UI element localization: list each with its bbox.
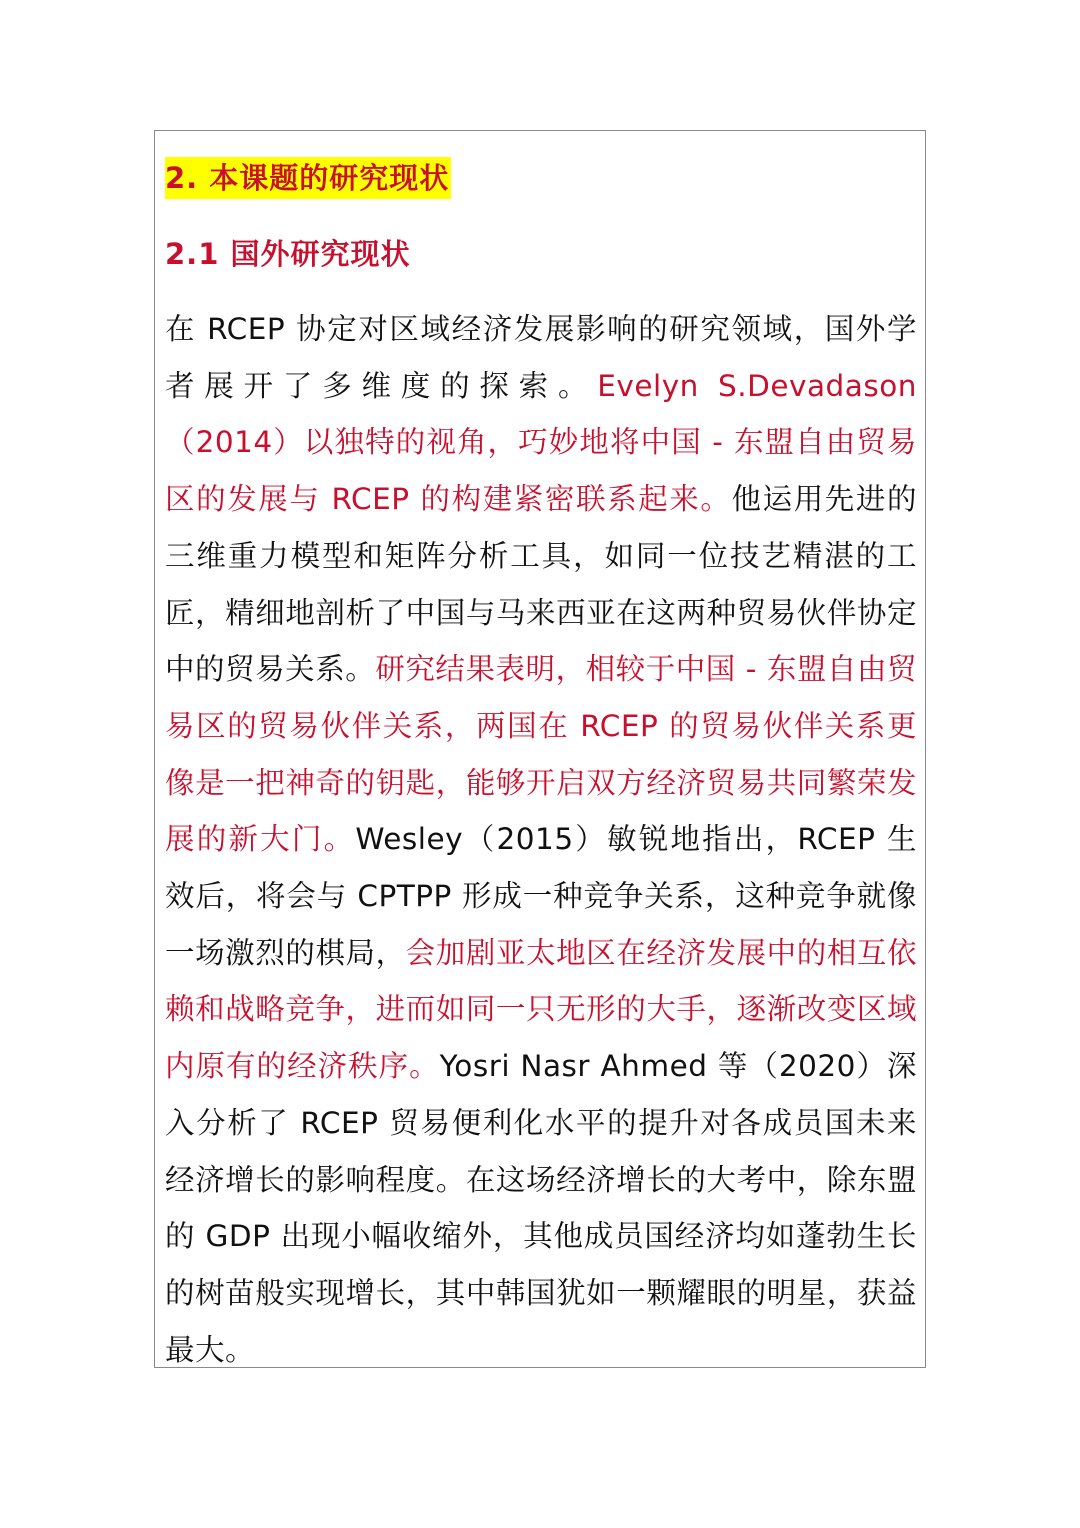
text-segment: 他运用先进的三维重力模型和矩阵分析工具，如同一位技艺精湛的工匠，精细地剖析了中国与马来西亚在这两种贸易伙伴协定中的贸易关系。 [165, 482, 917, 687]
text-segment: Wesley（2015）敏锐地指出，RCEP 生效后，将会与 CPTPP 形成一种竞争关系，这种竞争就像一场激烈的棋局， [165, 822, 917, 970]
highlighted-text-segment: 会加剧亚太地区在经济发展中的相互依赖和战略竞争，进而如同一只无形的大手，逐渐改变区域内原有的经济秩序。 [165, 935, 917, 1084]
highlighted-text-segment: Evelyn S.Devadason （2014）以独特的视角，巧妙地将中国 - 东盟自由贸易区的发展与 RCEP 的构建紧密联系起来。 [165, 368, 917, 517]
subsection-title: 2.1 国外研究现状 [165, 237, 411, 271]
text-segment: 在 RCEP 协定对区域经济发展影响的研究领域，国外学者展开了多维度的探索。 [165, 312, 917, 403]
highlighted-text-segment: 研究结果表明，相较于中国 - 东盟自由贸易区的贸易伙伴关系，两国在 RCEP 的贸易伙伴关系更像是一把神奇的钥匙，能够开启双方经济贸易共同繁荣发展的新大门。 [165, 652, 917, 857]
text-segment: Yosri Nasr Ahmed 等（2020）深入分析了 RCEP 贸易便利化水平的提升对各成员国未来经济增长的影响程度。在这场经济增长的大考中，除东盟的 GDP 出现小幅收缩外，其他成员国经济均如蓬勃生长的树苗般实现增长，其中韩国犹如一颗耀眼的明星，获益最大。 [165, 1049, 917, 1367]
research-paragraph [165, 301, 917, 1378]
section-title: 2. 本课题的研究现状 [165, 157, 451, 199]
document-content [165, 157, 917, 1378]
document-frame [154, 130, 926, 1368]
